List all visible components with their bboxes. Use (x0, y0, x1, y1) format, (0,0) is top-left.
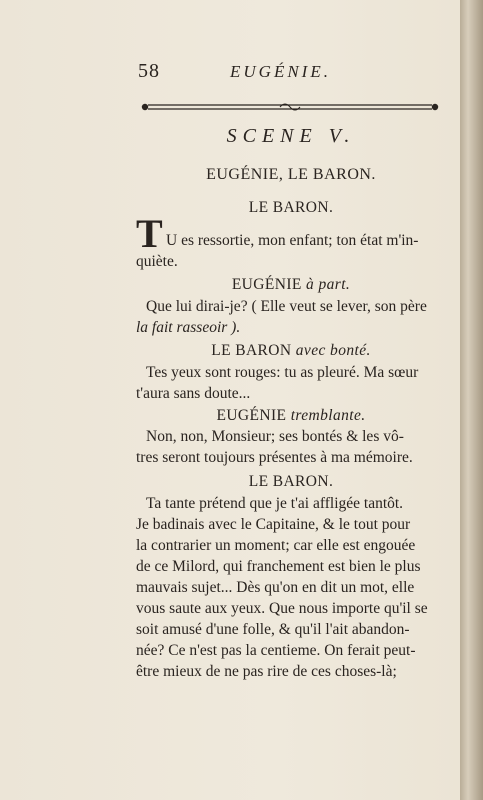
page-edge (460, 0, 483, 800)
text-line: Ta tante prétend que je t'ai affligée tantôt. (146, 495, 404, 512)
drop-cap: T (136, 211, 163, 256)
text-line: Tes yeux sont rouges: tu as pleuré. Ma sœur (146, 364, 419, 381)
text-line: Que lui dirai-je? ( Elle veut se lever, son père (146, 298, 427, 315)
speaker-heading (136, 405, 446, 426)
text-line: mauvais sujet... Dès qu'on en dit un mot, elle (136, 579, 415, 596)
scene-title: SCENE V. (226, 125, 356, 147)
speaker-name: EUGÉNIE (216, 407, 287, 424)
page-header (138, 60, 438, 86)
text-line: vous saute aux yeux. Que nous importe qu'il se (136, 600, 428, 617)
scene-cast: EUGÉNIE, LE BARON. (206, 166, 376, 183)
ornamental-rule (140, 100, 440, 114)
text-line: la contrarier un moment; car elle est engouée (136, 537, 416, 554)
speaker-heading (136, 340, 446, 361)
text-line: la fait rasseoir ). (136, 319, 241, 336)
text-line: née? Ce n'est pas la centieme. On ferait peut- (136, 642, 416, 659)
speaker-name: EUGÉNIE (231, 276, 302, 293)
speaker-heading (136, 274, 446, 295)
speaker-heading: LE BARON. (248, 199, 334, 216)
speaker-name: LE BARON (211, 342, 292, 359)
text-line: soit amusé d'une folle, & qu'il l'ait abandon- (136, 621, 410, 638)
speaker-heading: LE BARON. (248, 473, 334, 490)
stage-direction: tremblante. (290, 407, 366, 424)
stage-direction: à part. (306, 276, 351, 293)
stage-direction: avec bonté. (295, 342, 371, 359)
text-line: de ce Milord, qui franchement est bien le plus (136, 558, 421, 575)
page-number: 58 (138, 60, 160, 82)
text-line: quiète. (136, 253, 178, 270)
running-title: EUGÉNIE. (230, 62, 331, 81)
text-line: être mieux de ne pas rire de ces choses-là; (136, 663, 397, 680)
text-line: U es ressortie, mon enfant; ton état m'in- (166, 232, 419, 249)
text-line: Je badinais avec le Capitaine, & le tout pour (136, 516, 411, 533)
text-line: Non, non, Monsieur; ses bontés & les vô- (146, 428, 404, 445)
text-line: tres seront toujours présentes à ma mémoire. (136, 449, 413, 466)
text-line: t'aura sans doute... (136, 385, 251, 402)
